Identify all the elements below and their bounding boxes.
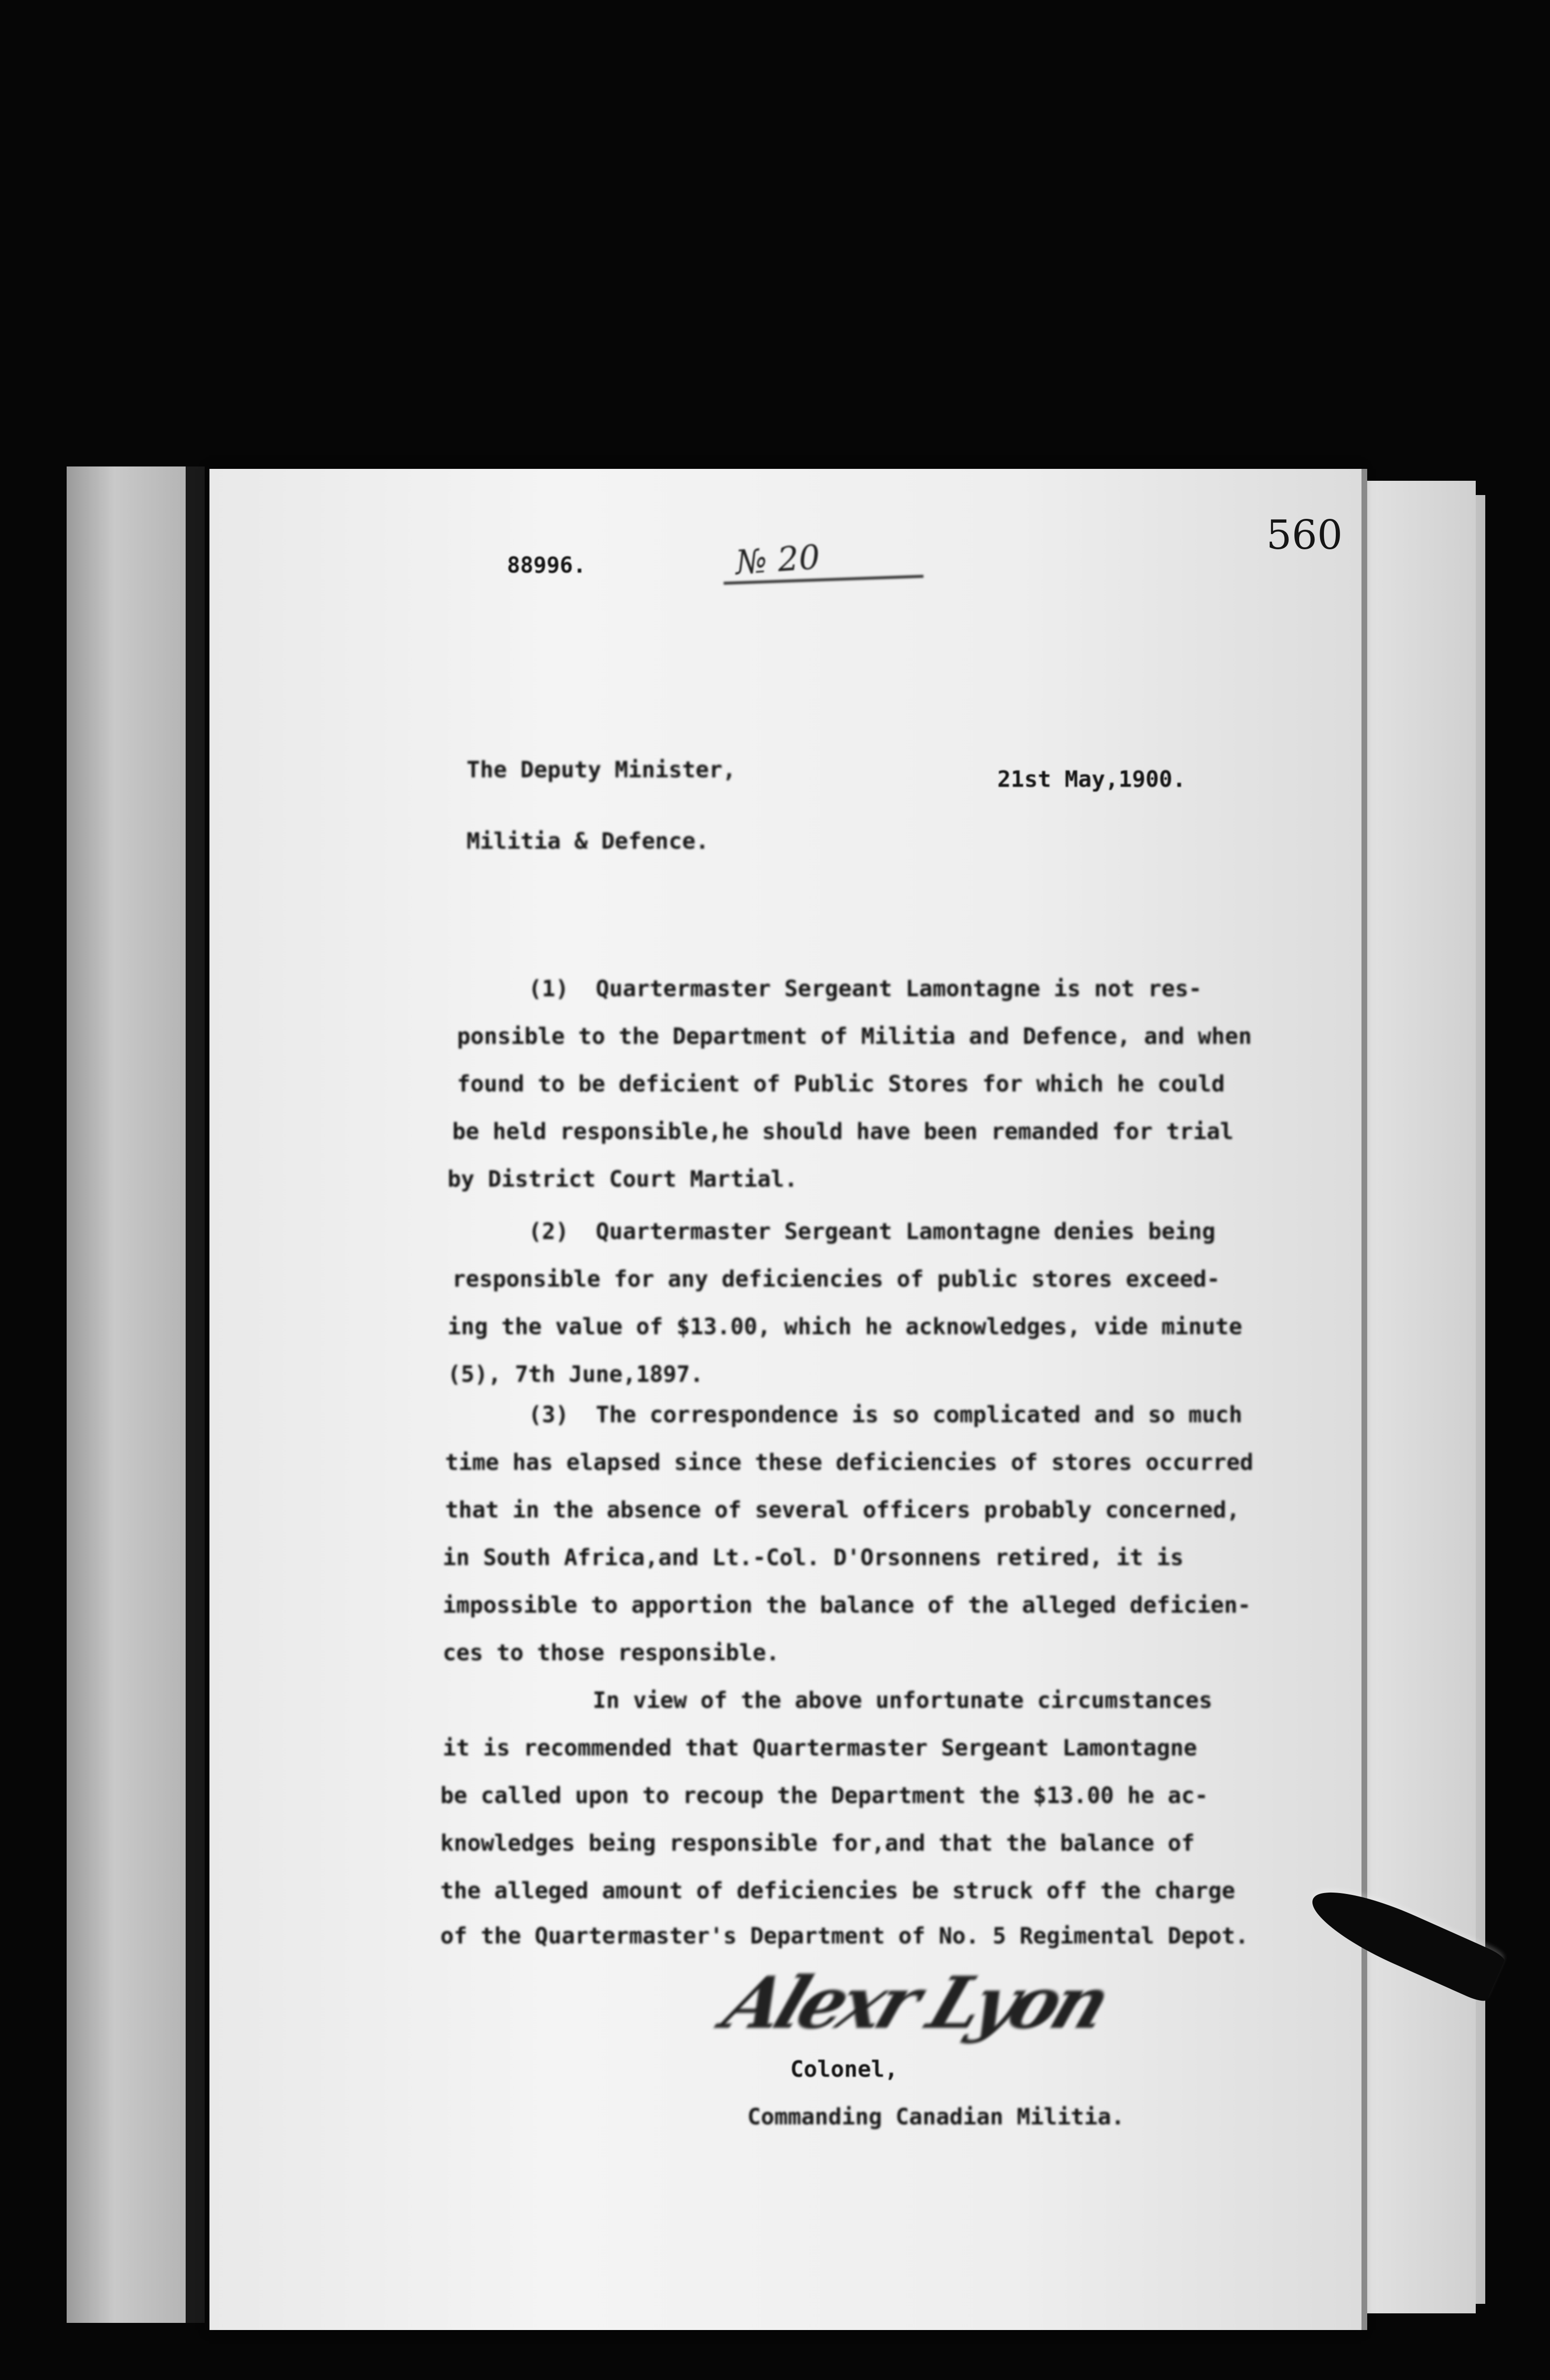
body-line: the alleged amount of deficiencies be struck off the charge <box>440 1878 1235 1904</box>
closing-title: Colonel, <box>790 2056 898 2082</box>
closing-role: Commanding Canadian Militia. <box>747 2104 1125 2130</box>
body-line: by District Court Martial. <box>447 1166 798 1192</box>
body-line: be called upon to recoup the Department the $13.00 he ac- <box>440 1783 1208 1809</box>
body-line: (2) Quartermaster Sergeant Lamontagne denies being <box>528 1219 1216 1245</box>
letter-page-edge <box>1361 469 1367 2330</box>
body-line: that in the absence of several officers probably concerned, <box>445 1497 1240 1523</box>
body-line: found to be deficient of Public Stores for which he could <box>457 1071 1225 1097</box>
file-number: 88996. <box>507 552 586 578</box>
body-line: it is recommended that Quartermaster Sergeant Lamontagne <box>443 1735 1197 1761</box>
body-line: ponsible to the Department of Militia and Defence, and when <box>457 1023 1252 1050</box>
handwritten-number: № 20 <box>734 537 822 583</box>
recipient-line-1: The Deputy Minister, <box>467 757 736 783</box>
body-line: impossible to apportion the balance of the alleged deficien- <box>443 1592 1251 1618</box>
back-page-stack-inner <box>1361 481 1476 2313</box>
facing-page <box>67 466 186 2323</box>
recipient-line-2: Militia & Defence. <box>467 828 709 854</box>
body-line: knowledges being responsible for,and that the balance of <box>440 1830 1195 1856</box>
body-line: be held responsible,he should have been remanded for trial <box>452 1119 1234 1145</box>
body-line: (3) The correspondence is so complicated and so much <box>528 1402 1242 1428</box>
body-line: In view of the above unfortunate circumstances <box>593 1687 1212 1714</box>
body-line: ces to those responsible. <box>443 1640 780 1666</box>
body-line: in South Africa,and Lt.-Col. D'Orsonnens retired, it is <box>443 1545 1184 1571</box>
page-number: 560 <box>1266 512 1343 558</box>
body-line: (1) Quartermaster Sergeant Lamontagne is not res- <box>528 976 1202 1002</box>
letter-page <box>209 469 1361 2330</box>
body-line: (5), 7th June,1897. <box>447 1361 704 1388</box>
body-line: of the Quartermaster's Department of No. 5 Regimental Depot. <box>440 1923 1249 1949</box>
body-line: time has elapsed since these deficiencies of stores occurred <box>445 1449 1253 1476</box>
gutter-shadow <box>186 466 205 2323</box>
body-line: ing the value of $13.00, which he acknowledges, vide minute <box>447 1314 1242 1340</box>
signature: Alexr Lyon <box>713 1961 1118 2045</box>
letter-date: 21st May,1900. <box>997 766 1186 793</box>
body-line: responsible for any deficiencies of public stores exceed- <box>452 1266 1220 1292</box>
